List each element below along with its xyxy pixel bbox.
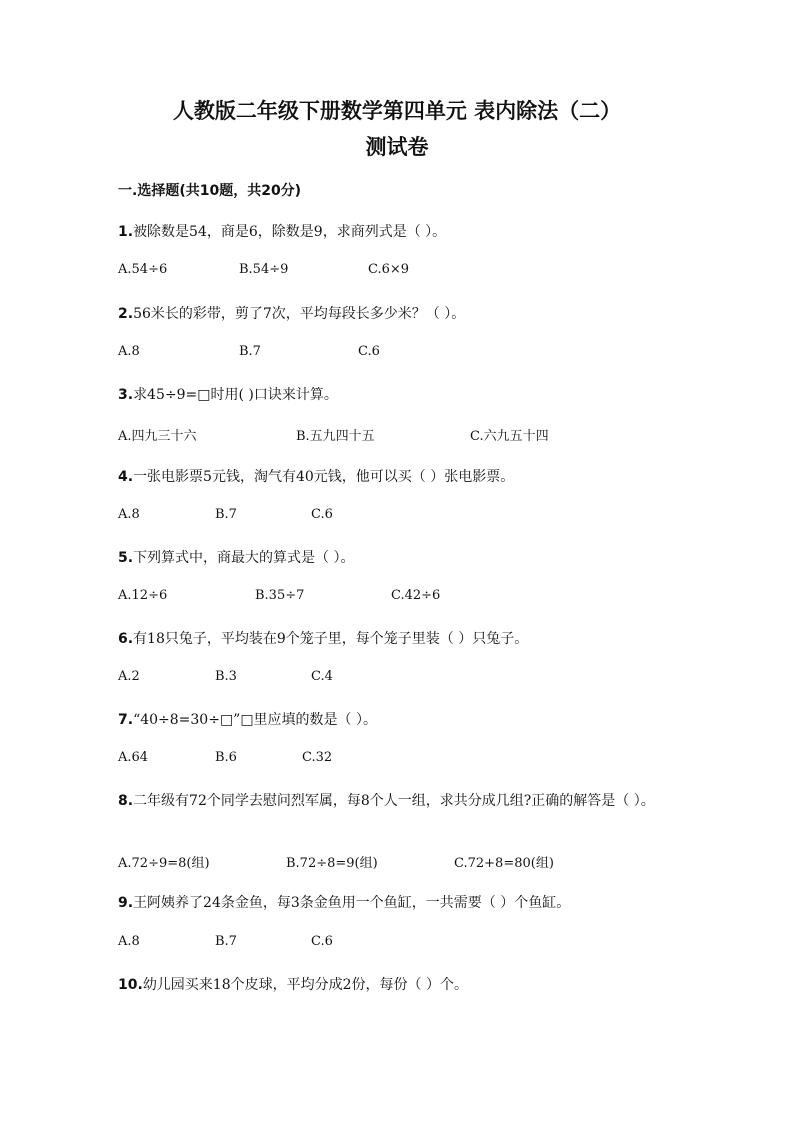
option-a: A.12÷6 [118,588,168,603]
option-c: C.6 [311,507,333,522]
option-c: C.6 [311,934,333,949]
page-title: 人教版二年级下册数学第四单元 表内除法（二） [172,99,622,123]
question-4-options [118,507,678,527]
question-text: 一张电影票5元钱，淘气有40元钱，他可以买（ ）张电影票。 [133,469,515,485]
option-a: A.54÷6 [118,262,168,277]
question-number: 9. [118,895,134,911]
option-b: B.35÷7 [255,588,305,603]
question-6 [118,629,678,650]
question-9-options [118,934,678,954]
question-number: 8. [118,793,134,809]
question-text: 下列算式中，商最大的算式是（ ）。 [133,550,355,566]
option-c: C.6 [358,344,380,359]
option-c: C.32 [302,750,333,765]
question-number: 5. [118,550,134,566]
question-text: 56米长的彩带，剪了7次，平均每段长多少米？（ ）。 [133,306,466,322]
question-text: “40÷8=30÷□”□里应填的数是（ ）。 [133,712,378,728]
question-number: 10. [118,977,143,993]
option-c: C.42÷6 [391,588,441,603]
question-7-options [118,750,678,770]
question-2-options [118,344,678,364]
option-a: A.8 [118,344,140,359]
question-text: 求45÷9=□时用( )口诀来计算。 [133,387,338,403]
question-8-options [118,852,678,872]
question-number: 2. [118,306,134,322]
question-text: 王阿姨养了24条金鱼，每3条金鱼用一个鱼缸，一共需要（ ）个鱼缸。 [133,895,571,911]
option-b: B.7 [215,934,237,949]
page-subtitle: 测试卷 [365,135,429,159]
question-10 [118,975,678,996]
option-a: A.8 [118,934,140,949]
question-number: 7. [118,712,134,728]
option-c: C.4 [311,669,333,684]
question-number: 1. [118,224,134,240]
question-text: 有18只兔子，平均装在9个笼子里，每个笼子里装（ ）只兔子。 [133,631,529,647]
question-7 [118,710,678,731]
option-a: A.72÷9=8(组) [118,856,210,871]
section-heading: 一.选择题(共10题，共20分) [118,183,302,199]
question-8 [118,791,678,812]
option-b: B.7 [215,507,237,522]
option-b: B.6 [215,750,237,765]
question-1 [118,222,678,243]
question-number: 3. [118,387,134,403]
option-a: A.2 [118,669,140,684]
option-b: B.54÷9 [239,262,289,277]
question-5-options [118,588,678,608]
question-text: 幼儿园买来18个皮球，平均分成2份，每份（ ）个。 [142,977,468,993]
question-1-options [118,262,678,282]
question-3 [118,385,678,406]
option-c: C.72+8=80(组) [454,856,554,871]
question-text: 被除数是54，商是6，除数是9，求商列式是（ ）。 [133,224,447,240]
question-text: 二年级有72个同学去慰问烈军属，每8个人一组，求共分成几组?正确的解答是（ ）。 [133,793,655,809]
question-6-options [118,669,678,689]
option-a: A.8 [118,507,140,522]
option-a: A.四九三十六 [118,429,197,444]
question-5 [118,548,678,569]
question-number: 6. [118,631,134,647]
question-9 [118,893,678,914]
option-c: C.六九五十四 [470,429,549,444]
option-b: B.7 [239,344,261,359]
question-4 [118,467,678,488]
question-3-options [118,425,678,445]
option-b: B.五九四十五 [296,429,375,444]
option-c: C.6×9 [368,262,410,277]
question-2 [118,304,678,325]
option-b: B.3 [215,669,237,684]
question-number: 4. [118,469,134,485]
option-b: B.72÷8=9(组) [286,856,378,871]
option-a: A.64 [118,750,149,765]
